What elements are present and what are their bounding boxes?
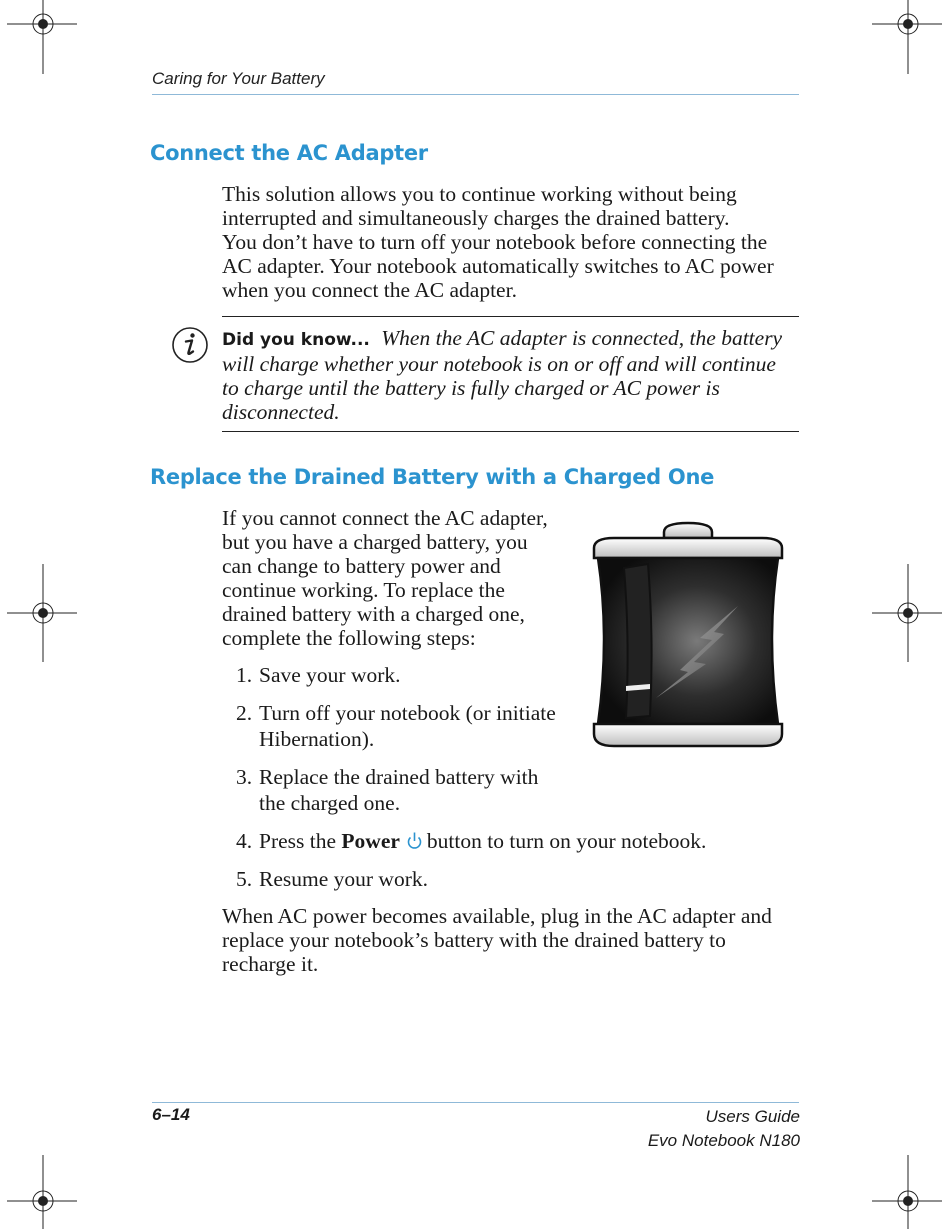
text-line: You don’t have to turn off your notebook before connecting the (222, 230, 768, 254)
note-top-rule (222, 316, 799, 317)
text-line: continue working. To replace the (222, 578, 505, 602)
registration-mark-middle-left (7, 564, 77, 664)
registration-mark-top-left (7, 0, 77, 100)
text-line: AC adapter. Your notebook automatically switches to AC power (222, 254, 774, 278)
text-line: can change to battery power and (222, 554, 501, 578)
registration-mark-bottom-right (872, 1129, 942, 1229)
note-line: disconnected. (222, 400, 340, 424)
page-number: 6–14 (152, 1105, 190, 1124)
battery-icon (588, 520, 788, 758)
registration-mark-bottom-left (7, 1129, 77, 1229)
step-text: Save your work. (259, 663, 401, 687)
step-item (236, 866, 706, 892)
power-icon (406, 831, 423, 851)
step-item (236, 764, 706, 816)
step-text: Resume your work. (259, 867, 428, 891)
section2-closing (222, 904, 772, 976)
text-line: drained battery with a charged one, (222, 602, 525, 626)
power-label: Power (341, 829, 400, 853)
step-number: 5. (236, 867, 253, 891)
guide-title: Users Guide (705, 1107, 800, 1126)
product-name: Evo Notebook N180 (647, 1131, 800, 1150)
note-label: Did you know... (222, 330, 370, 350)
step-text (259, 828, 706, 854)
text-line: This solution allows you to continue working without being (222, 182, 737, 206)
text-line: When AC power becomes available, plug in the AC adapter and (222, 904, 772, 928)
text-line: replace your notebook’s battery with the drained battery to (222, 928, 726, 952)
step-text: the charged one. (259, 791, 401, 815)
step-item (236, 828, 706, 854)
step-number: 4. (236, 829, 253, 853)
note-bottom-rule (222, 431, 799, 432)
step-number: 1. (236, 663, 253, 687)
text-line: interrupted and simultaneously charges the drained battery. (222, 206, 730, 230)
note-text: When the AC adapter is connected, the battery (381, 326, 783, 350)
text-line: but you have a charged battery, you (222, 530, 528, 554)
note-line: will charge whether your notebook is on or off and will continue (222, 352, 776, 376)
step-text: Turn off your notebook (or initiate (259, 701, 556, 725)
footer-rule (152, 1102, 799, 1103)
step-text-pre: Press the (259, 829, 337, 853)
footer-title-block (648, 1105, 800, 1153)
info-icon (170, 325, 210, 365)
note-line: to charge until the battery is fully charged or AC power is (222, 376, 720, 400)
registration-mark-middle-right (872, 564, 942, 664)
step-number: 2. (236, 701, 253, 725)
note-line-1 (222, 326, 802, 352)
text-line: If you cannot connect the AC adapter, (222, 506, 548, 530)
section-heading-connect-ac-adapter: Connect the AC Adapter (150, 141, 428, 165)
section1-paragraph (222, 182, 774, 302)
text-line: when you connect the AC adapter. (222, 278, 517, 302)
text-line: recharge it. (222, 952, 319, 976)
text-line: complete the following steps: (222, 626, 476, 650)
header-rule (152, 94, 799, 95)
registration-mark-top-right (872, 0, 942, 100)
step-text: Hibernation). (259, 727, 375, 751)
step-number: 3. (236, 765, 253, 789)
section-heading-replace-battery: Replace the Drained Battery with a Charged One (150, 465, 715, 489)
section2-intro (222, 506, 548, 650)
running-header: Caring for Your Battery (152, 69, 325, 88)
step-text: Replace the drained battery with (259, 765, 539, 789)
did-you-know-note (222, 326, 802, 424)
step-text-post: button to turn on your notebook. (426, 829, 707, 853)
